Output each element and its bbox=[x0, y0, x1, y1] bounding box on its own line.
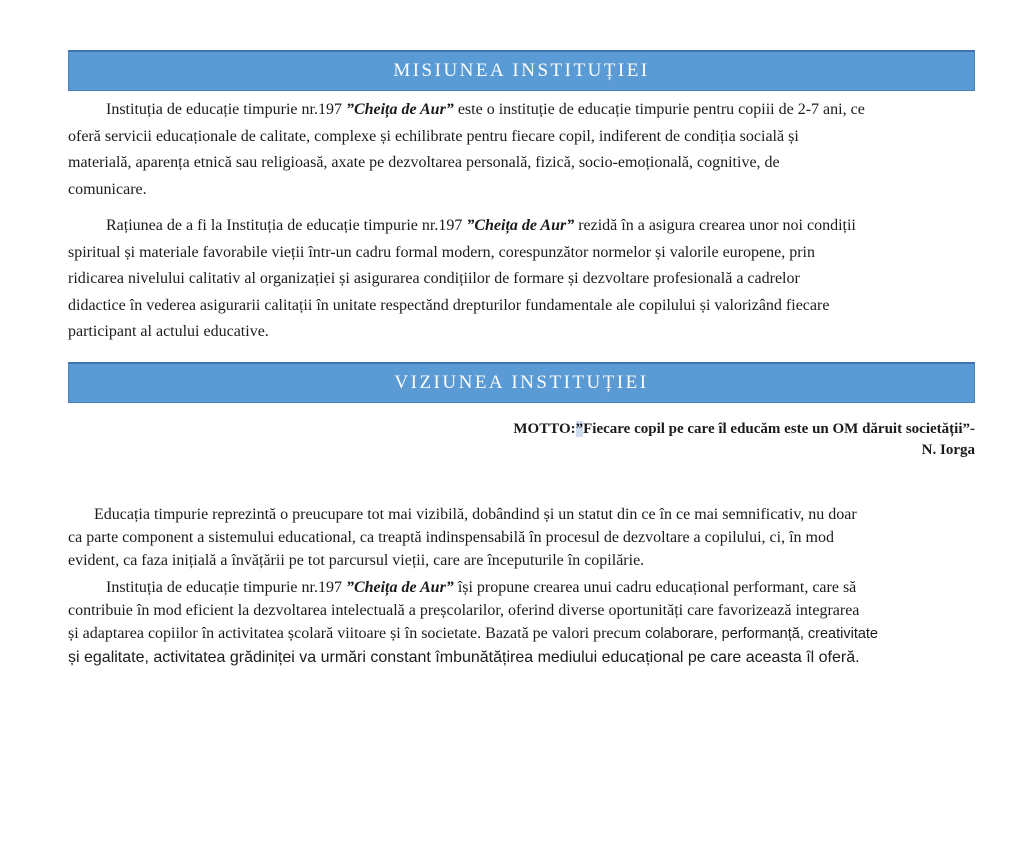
motto-quote-mark-highlighted: ” bbox=[575, 420, 584, 437]
text-line bbox=[68, 213, 975, 240]
mission-paragraph-2 bbox=[68, 213, 975, 346]
text-line: didactice în vederea asigurarii calitații în unitate respectănd drepturilor fundamentale ale copilului și valorizând fiecare bbox=[68, 296, 830, 314]
mission-header-title: MISIUNEA INSTITUȚIEI bbox=[393, 60, 650, 81]
text-line: evident, ca faza inițială a învățării pe tot parcursul vieții, care are începuturile în copilărie. bbox=[68, 551, 645, 569]
text-run: și adaptarea copiilor în activitatea școlară viitoare și în societate. Bazată pe valori precum bbox=[68, 624, 646, 642]
institution-name: ”Cheița de Aur” bbox=[345, 578, 454, 596]
motto-block bbox=[68, 419, 975, 461]
institution-name: ”Cheița de Aur” bbox=[466, 217, 575, 234]
text-line: oferă servicii educaționale de calitate, complexe și echilibrate pentru fiecare copil, indiferent de condiția socială și bbox=[68, 127, 799, 145]
text-line: Educația timpurie reprezintă o preucupare tot mai vizibilă, dobândind și un statut din ce în ce mai semnificativ, nu doar bbox=[94, 505, 857, 523]
text-run: este o instituție de educație timpurie pentru copiii de 2-7 ani, ce bbox=[453, 101, 865, 118]
document-page bbox=[68, 50, 975, 669]
text-line bbox=[68, 622, 975, 646]
motto-label: MOTTO: bbox=[513, 420, 576, 437]
motto-line bbox=[68, 419, 975, 440]
mission-section-header-bar bbox=[68, 50, 975, 91]
text-line: ridicarea nivelului calitativ al organizației și asigurarea condițiilor de formare și dezvoltare profesională a cadrelor bbox=[68, 270, 800, 287]
vision-section-header-bar bbox=[68, 362, 975, 403]
vision-paragraph-2 bbox=[68, 576, 975, 669]
text-line: spiritual și materiale favorabile vieții într-un cadru formal modern, corespunzător normelor și valorile europene, prin bbox=[68, 243, 815, 261]
text-line: și egalitate, activitatea grădiniței va urmări constant îmbunătățirea mediului educațional pe care aceasta îl oferă. bbox=[68, 648, 860, 666]
text-run: Rațiunea de a fi la Instituția de educație timpurie nr.197 bbox=[106, 217, 467, 234]
text-run: Instituția de educație timpurie nr.197 bbox=[106, 578, 346, 596]
text-line: contribuie în mod eficient la dezvoltarea intelectuală a preșcolarilor, oferind diverse oportunități care favorizează integrarea bbox=[68, 601, 860, 619]
text-line: comunicare. bbox=[68, 180, 147, 198]
text-run: rezidă în a asigura crearea unor noi condiții bbox=[574, 217, 856, 234]
text-line bbox=[68, 97, 975, 124]
text-line: materială, aparența etnică sau religioasă, axate pe dezvoltarea personală, fizică, socio-emoțională, cognitive, de bbox=[68, 154, 780, 171]
text-run-sans: colaborare, performanță, creativitate bbox=[645, 625, 878, 642]
text-run: Instituția de educație timpurie nr.197 bbox=[106, 101, 346, 118]
text-run: își propune crearea unui cadru educațional performant, care să bbox=[453, 578, 857, 596]
vision-paragraph-1 bbox=[68, 503, 975, 572]
institution-name: ”Cheița de Aur” bbox=[345, 101, 454, 118]
text-line bbox=[68, 576, 975, 599]
motto-text: Fiecare copil pe care îl educăm este un OM dăruit societății”- bbox=[583, 420, 975, 437]
text-line: ca parte component a sistemului educational, ca treaptă indinspensabilă în procesul de dezvoltare a copilului, ci, în mod bbox=[68, 528, 834, 546]
mission-paragraph-1 bbox=[68, 97, 975, 203]
motto-author: N. Iorga bbox=[921, 441, 975, 458]
vision-header-title: VIZIUNEA INSTITUȚIEI bbox=[394, 371, 649, 393]
text-line: participant al actului educative. bbox=[68, 323, 269, 340]
